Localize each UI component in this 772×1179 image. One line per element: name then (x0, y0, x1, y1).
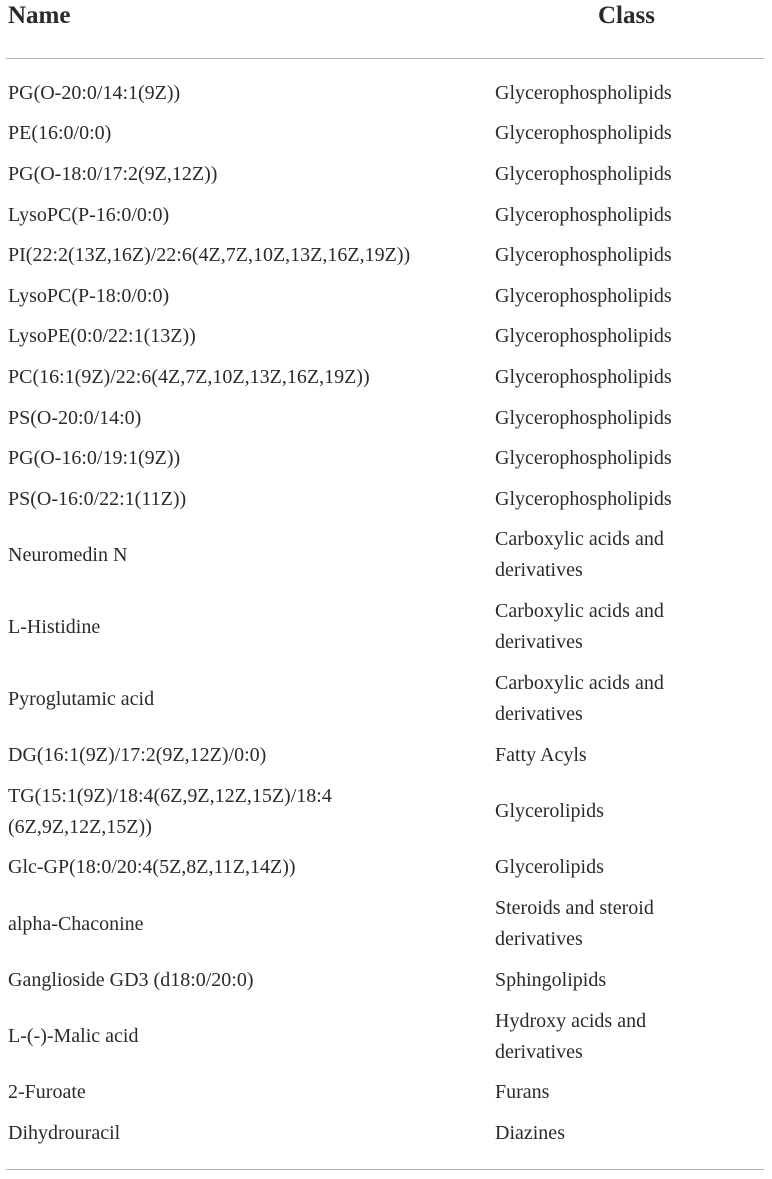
table-row (0, 276, 772, 317)
table-body (0, 73, 772, 1154)
table-row (0, 195, 772, 236)
cell-name: Ganglioside GD3 (d18:0/20:0) (8, 968, 254, 991)
cell-class: Glycerophospholipids (495, 203, 672, 226)
cell-name: LysoPC(P-16:0/0:0) (8, 203, 170, 226)
table-row (0, 235, 772, 276)
table-bottom-rule (6, 1169, 764, 1170)
cell-class: Glycerophospholipids (495, 81, 672, 104)
cell-name: L-(-)-Malic acid (8, 1025, 139, 1048)
cell-class: Glycerophospholipids (495, 122, 672, 145)
table-row (0, 357, 772, 398)
cell-class: Carboxylic acids and derivatives (495, 528, 664, 582)
cell-name: PG(O-16:0/19:1(9Z)) (8, 447, 181, 470)
cell-name: PG(O-20:0/14:1(9Z)) (8, 81, 181, 104)
table-row (0, 479, 772, 520)
cell-name: PI(22:2(13Z,16Z)/22:6(4Z,7Z,10Z,13Z,16Z,19Z)) (8, 244, 411, 267)
cell-class: Glycerophospholipids (495, 162, 672, 185)
table-header (0, 0, 772, 44)
table-row (0, 776, 772, 848)
cell-class: Glycerophospholipids (495, 244, 672, 267)
column-header-class: Class (598, 2, 655, 29)
table-row (0, 317, 772, 358)
table-row (0, 591, 772, 663)
table-row (0, 735, 772, 776)
cell-name: L-Histidine (8, 615, 101, 638)
table-row (0, 438, 772, 479)
column-header-name: Name (8, 2, 71, 29)
cell-class: Steroids and steroid derivatives (495, 897, 654, 951)
cell-name: Pyroglutamic acid (8, 687, 155, 710)
table-row (0, 888, 772, 960)
cell-class: Glycerophospholipids (495, 365, 672, 388)
cell-class: Glycerolipids (495, 800, 604, 823)
cell-name: PG(O-18:0/17:2(9Z,12Z)) (8, 162, 218, 185)
cell-name: DG(16:1(9Z)/17:2(9Z,12Z)/0:0) (8, 744, 267, 766)
cell-class: Sphingolipids (495, 968, 607, 991)
cell-name: LysoPE(0:0/22:1(13Z)) (8, 325, 196, 348)
cell-name: PC(16:1(9Z)/22:6(4Z,7Z,10Z,13Z,16Z,19Z)) (8, 365, 370, 388)
cell-class: Glycerophospholipids (495, 447, 672, 470)
table-row (0, 663, 772, 735)
cell-name: Neuromedin N (8, 543, 128, 566)
cell-name: PS(O-20:0/14:0) (8, 406, 142, 429)
cell-name: PE(16:0/0:0) (8, 122, 112, 145)
cell-class: Diazines (495, 1122, 565, 1145)
header-divider (6, 58, 764, 59)
table-row (0, 520, 772, 592)
cell-class: Furans (495, 1081, 550, 1104)
cell-class: Fatty Acyls (495, 744, 587, 766)
table-row (0, 1113, 772, 1154)
table-row (0, 960, 772, 1001)
table-row (0, 114, 772, 155)
table-row (0, 848, 772, 889)
cell-name: Glc-GP(18:0/20:4(5Z,8Z,11Z,14Z)) (8, 856, 296, 879)
cell-name: TG(15:1(9Z)/18:4(6Z,9Z,12Z,15Z)/18:4 (6Z,9Z,12Z,15Z)) (8, 784, 332, 838)
cell-name: PS(O-16:0/22:1(11Z)) (8, 487, 187, 510)
table-row (0, 154, 772, 195)
table-row (0, 73, 772, 114)
cell-name: alpha-Chaconine (8, 912, 144, 935)
cell-class: Glycerophospholipids (495, 325, 672, 348)
table-row (0, 398, 772, 439)
cell-name: LysoPC(P-18:0/0:0) (8, 284, 170, 307)
cell-class: Hydroxy acids and derivatives (495, 1009, 647, 1063)
table-row (0, 1001, 772, 1073)
cell-class: Glycerolipids (495, 856, 604, 879)
table-row (0, 1073, 772, 1114)
cell-class: Glycerophospholipids (495, 406, 672, 429)
cell-class: Carboxylic acids and derivatives (495, 672, 664, 726)
cell-class: Carboxylic acids and derivatives (495, 600, 664, 654)
cell-class: Glycerophospholipids (495, 487, 672, 510)
cell-class: Glycerophospholipids (495, 284, 672, 307)
cell-name: 2-Furoate (8, 1081, 86, 1104)
cell-name: Dihydrouracil (8, 1122, 121, 1145)
